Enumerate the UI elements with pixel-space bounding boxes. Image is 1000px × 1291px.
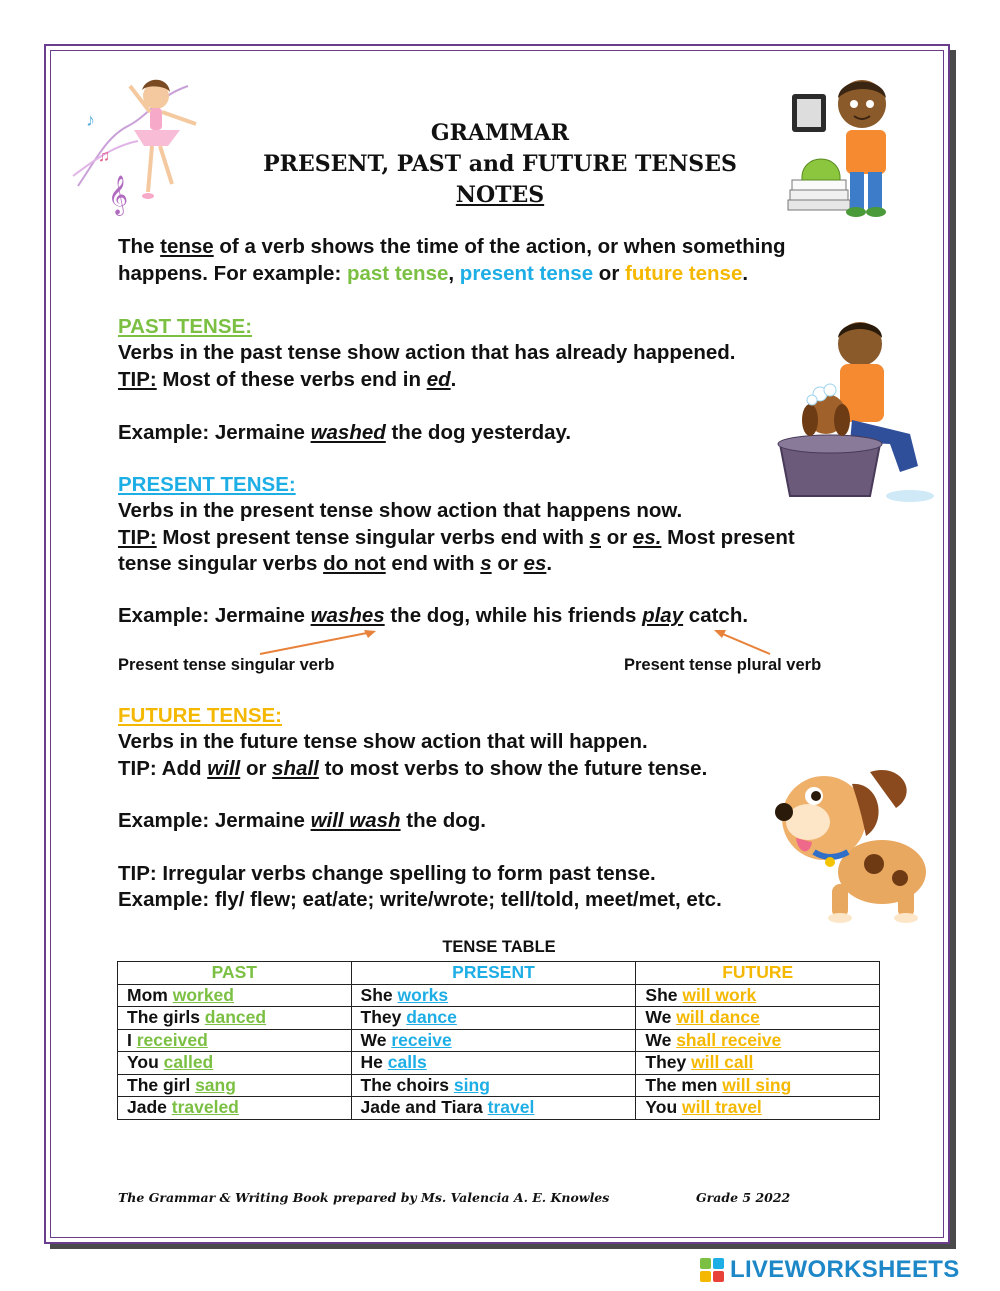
table-cell-past (118, 1074, 352, 1097)
puppy-illustration (770, 752, 940, 924)
present-tense-example: Example: Jermaine washes the dog, while his friends play catch. (118, 604, 749, 627)
future-tense-example: Example: Jermaine will wash the dog. (118, 809, 486, 832)
cell-subject: Jade and Tiara (360, 1097, 488, 1118)
header-past: PAST (118, 962, 352, 985)
svg-text:♪: ♪ (86, 110, 95, 130)
cell-subject: She (645, 984, 683, 1005)
table-row (118, 1097, 880, 1120)
past-tense-keyword: past tense (346, 262, 449, 285)
cell-verb: traveled (171, 1097, 239, 1118)
future-tense-tip: TIP: Add will or shall to most verbs to show the future tense. (118, 757, 708, 780)
table-cell-future (636, 984, 880, 1007)
table-cell-present (351, 1029, 636, 1052)
present-tense-definition: Verbs in the present tense show action that happens now. (118, 499, 683, 522)
tense-table-title: TENSE TABLE (442, 938, 556, 956)
cell-verb: danced (204, 1007, 267, 1028)
cell-verb: will dance (676, 1007, 760, 1028)
intro-line-1: The tense of a verb shows the time of the action, or when something (118, 235, 786, 258)
table-row (118, 1074, 880, 1097)
cell-subject: Mom (127, 984, 173, 1005)
tense-table (117, 961, 880, 1120)
cell-subject: I (127, 1029, 137, 1050)
cell-subject: He (360, 1052, 388, 1073)
cell-subject: We (645, 1007, 677, 1028)
table-cell-present (351, 984, 636, 1007)
arrow-icon (240, 628, 800, 658)
future-tense-keyword: future tense (625, 262, 743, 285)
table-cell-future (636, 1052, 880, 1075)
boy-washing-dog-illustration (740, 316, 940, 506)
table-cell-future (636, 1007, 880, 1030)
cell-subject: You (645, 1097, 683, 1118)
cell-subject: The girls (127, 1007, 205, 1028)
cell-verb: called (163, 1052, 214, 1073)
header-present: PRESENT (351, 962, 636, 985)
table-cell-future (636, 1074, 880, 1097)
past-tense-definition: Verbs in the past tense show action that has already happened. (118, 341, 736, 364)
table-cell-past (118, 984, 352, 1007)
cell-verb: works (397, 984, 449, 1005)
page-title (200, 118, 800, 211)
svg-text:𝄞: 𝄞 (108, 175, 129, 215)
table-cell-present (351, 1007, 636, 1030)
cell-subject: She (360, 984, 398, 1005)
frame-shadow-bottom (50, 1244, 956, 1249)
frame-shadow-right (950, 50, 956, 1248)
table-cell-future (636, 1097, 880, 1120)
cell-verb: sang (195, 1074, 236, 1095)
brand-name: LIVEWORKSHEETS (730, 1256, 960, 1283)
past-tense-heading: PAST TENSE: (118, 315, 253, 338)
cell-verb: receive (391, 1029, 452, 1050)
table-cell-past (118, 1052, 352, 1075)
table-row (118, 1052, 880, 1075)
ballerina-illustration (68, 66, 216, 216)
cell-verb: will call (691, 1052, 754, 1073)
cell-subject: We (645, 1029, 677, 1050)
present-tense-keyword: present tense (459, 262, 594, 285)
table-row (118, 984, 880, 1007)
table-cell-present (351, 1052, 636, 1075)
future-tense-heading: FUTURE TENSE: (118, 704, 282, 727)
cell-subject: You (127, 1052, 164, 1073)
present-tense-tip-line-2: tense singular verbs do not end with s or es. (118, 552, 553, 575)
future-tense-definition: Verbs in the future tense show action that will happen. (118, 730, 648, 753)
cell-verb: calls (387, 1052, 427, 1073)
cell-subject: Jade (127, 1097, 172, 1118)
title-line-notes: NOTES (455, 182, 545, 208)
past-tense-tip: TIP: Most of these verbs end in ed. (118, 368, 457, 391)
cell-verb: received (136, 1029, 208, 1050)
table-cell-future (636, 1029, 880, 1052)
footer-credit: The Grammar & Writing Book prepared by Ms. Valencia A. E. Knowles (118, 1190, 610, 1205)
cell-verb: will travel (682, 1097, 762, 1118)
cell-subject: They (360, 1007, 407, 1028)
svg-text:♫: ♫ (98, 148, 110, 165)
table-cell-past (118, 1029, 352, 1052)
title-line-tenses: PRESENT, PAST and FUTURE TENSES (263, 151, 737, 177)
irregular-verbs-example: Example: fly/ flew; eat/ate; write/wrote; tell/told, meet/met, etc. (118, 888, 722, 911)
table-row (118, 1029, 880, 1052)
cell-subject: The girl (127, 1074, 196, 1095)
irregular-verbs-tip: TIP: Irregular verbs change spelling to form past tense. (118, 862, 656, 885)
cell-verb: shall receive (676, 1029, 782, 1050)
present-tense-heading: PRESENT TENSE: (118, 473, 296, 496)
intro-line-2: happens. For example: past tense, present tense or future tense. (118, 262, 749, 285)
table-cell-present (351, 1074, 636, 1097)
header-future: FUTURE (636, 962, 880, 985)
title-line-grammar: GRAMMAR (430, 120, 570, 146)
cell-subject: The men (645, 1074, 723, 1095)
table-cell-past (118, 1007, 352, 1030)
liveworksheets-brand (700, 1256, 960, 1284)
cell-verb: dance (406, 1007, 457, 1028)
past-tense-example: Example: Jermaine washed the dog yesterday. (118, 421, 572, 444)
cell-verb: will sing (722, 1074, 792, 1095)
label-plural-verb: Present tense plural verb (624, 656, 822, 674)
tense-keyword: tense (160, 235, 214, 258)
cell-verb: travel (487, 1097, 535, 1118)
footer-grade: Grade 5 2022 (696, 1190, 791, 1205)
boy-phone-illustration (780, 72, 920, 220)
present-tense-tip-line-1: TIP: Most present tense singular verbs end with s or es. Most present (118, 526, 795, 549)
cell-subject: We (360, 1029, 392, 1050)
table-row (118, 1007, 880, 1030)
cell-verb: sing (453, 1074, 490, 1095)
cell-verb: worked (172, 984, 234, 1005)
cell-verb: will work (682, 984, 757, 1005)
tense-table-header-row (118, 962, 880, 985)
cell-subject: They (645, 1052, 692, 1073)
label-singular-verb: Present tense singular verb (118, 656, 335, 674)
liveworksheets-logo-icon (700, 1258, 724, 1282)
table-cell-past (118, 1097, 352, 1120)
cell-subject: The choirs (360, 1074, 454, 1095)
table-cell-present (351, 1097, 636, 1120)
